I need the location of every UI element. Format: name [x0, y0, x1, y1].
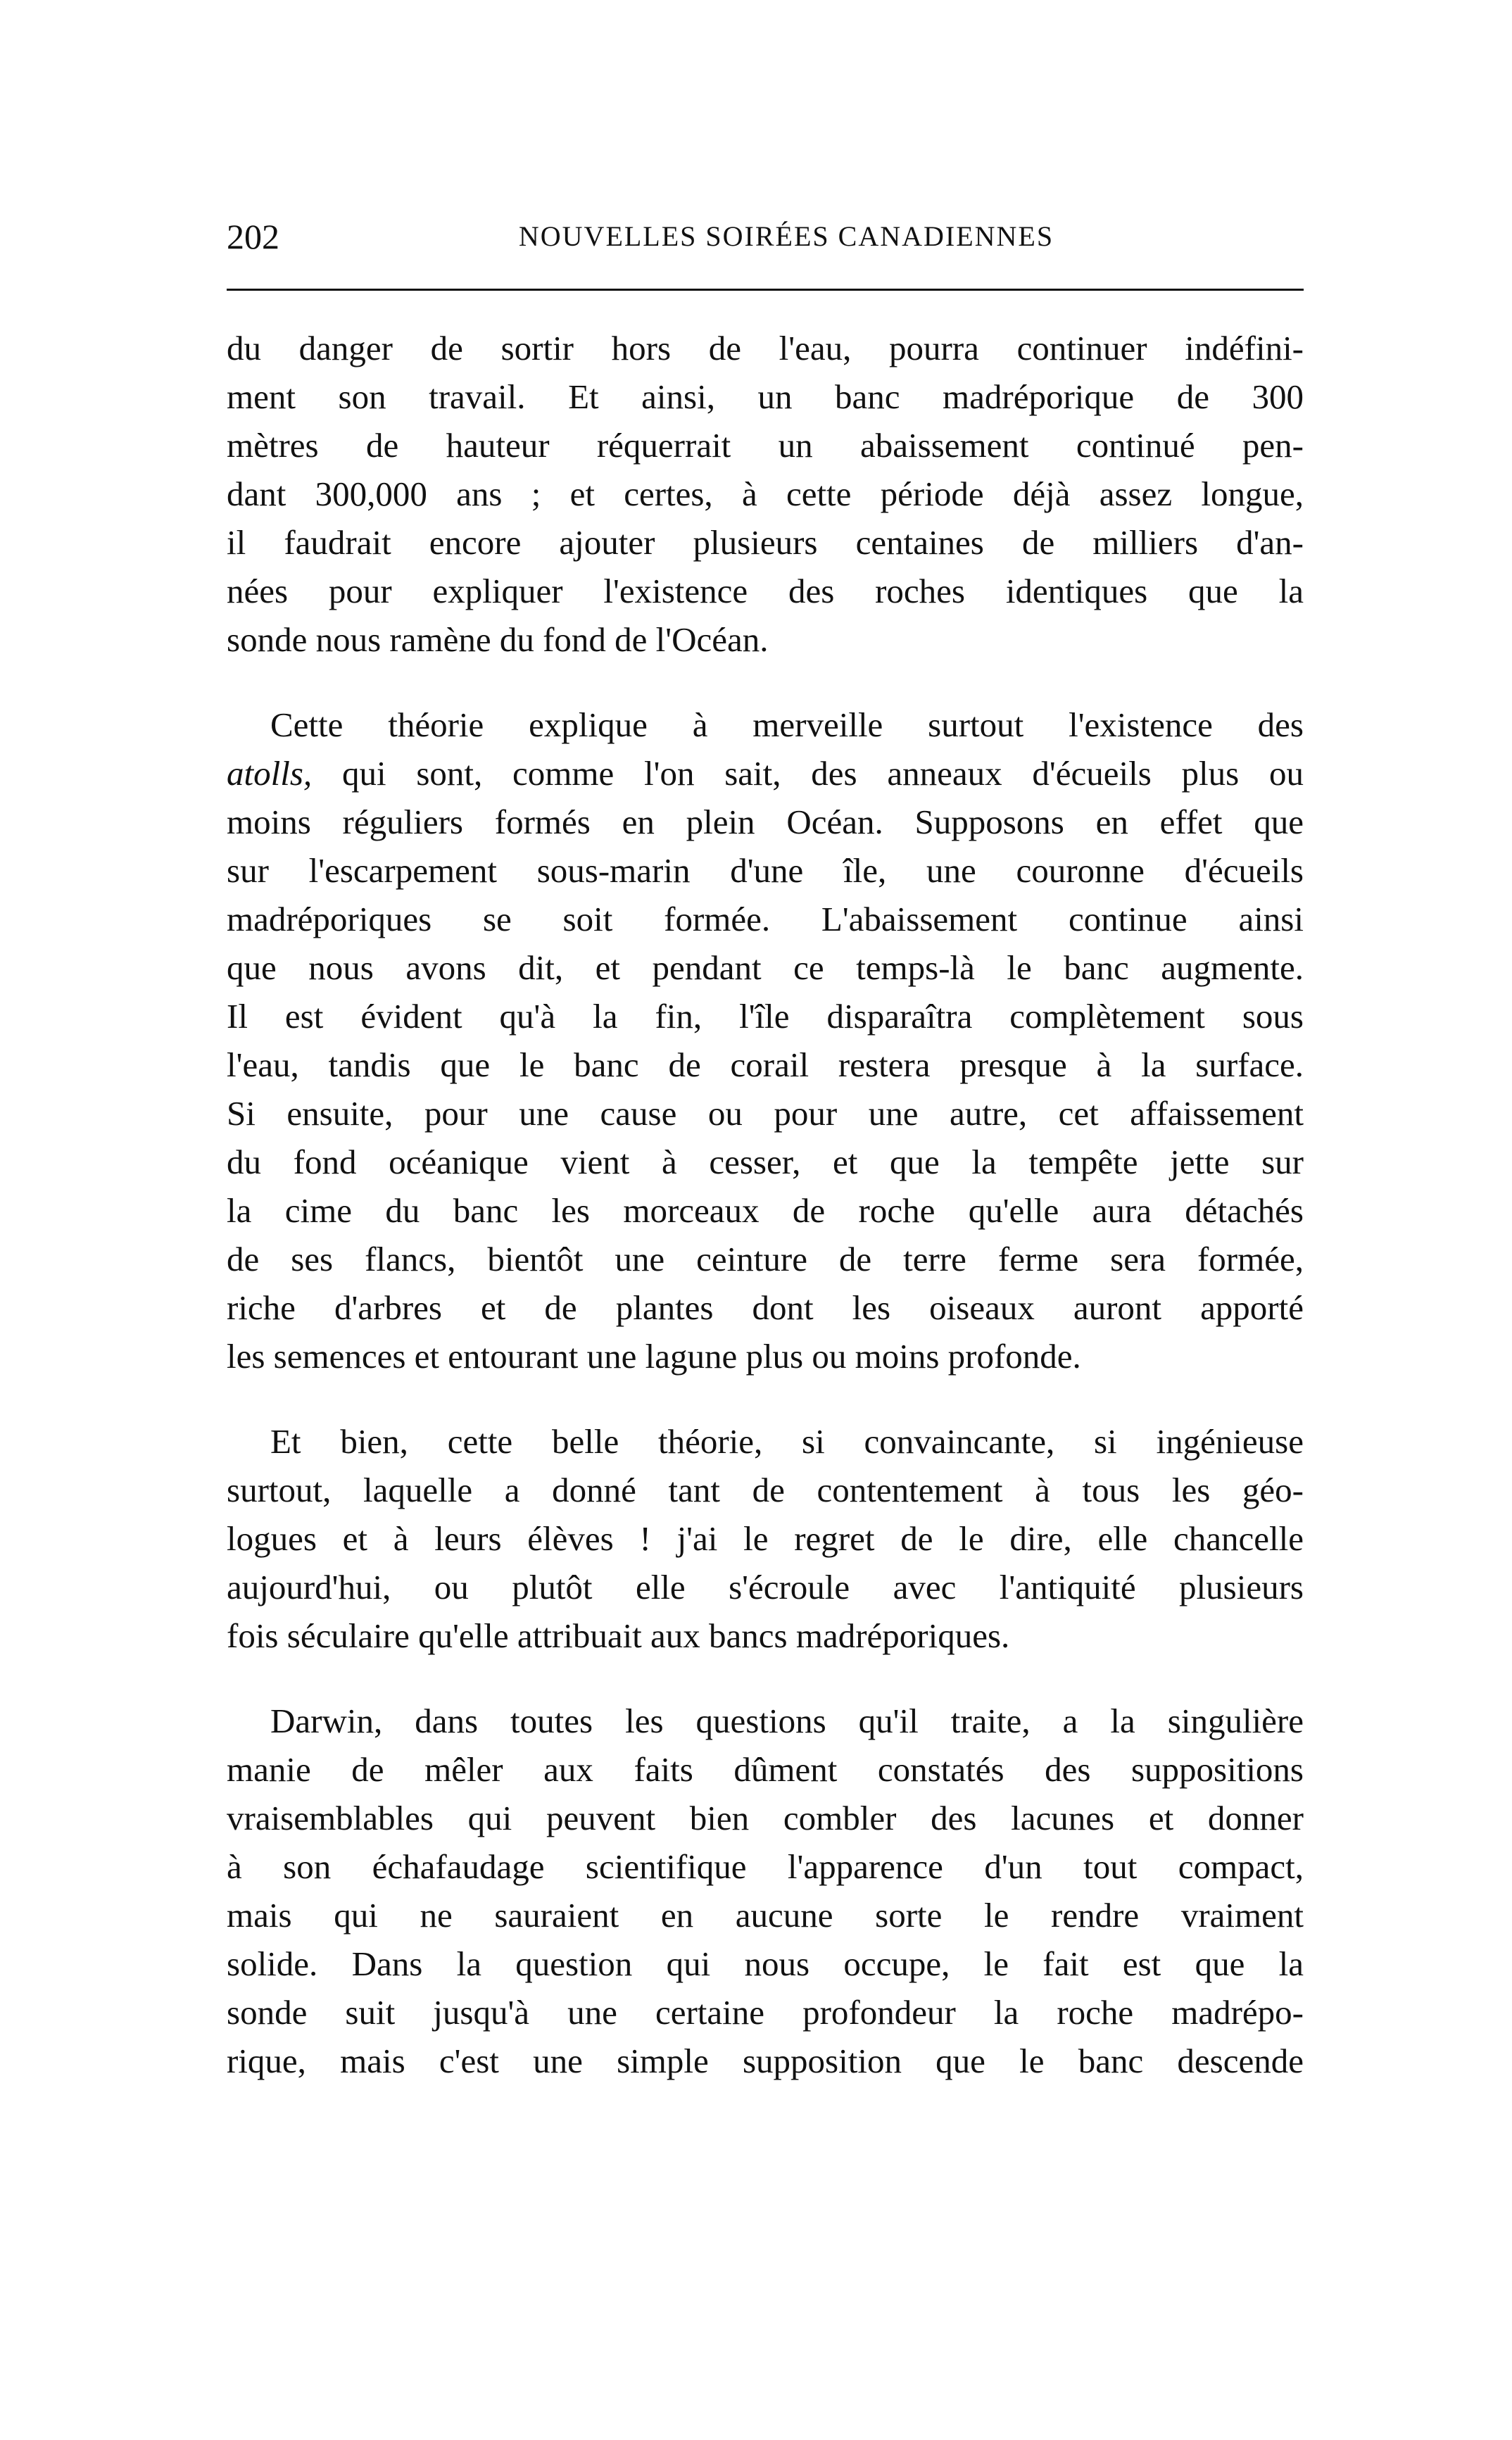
text-line: que nous avons dit, et pendant ce temps-là le banc augmente. — [227, 948, 1304, 987]
italic-term: atolls, — [227, 754, 313, 793]
text-line: moins réguliers formés en plein Océan. Supposons en effet que — [227, 803, 1304, 841]
text-line: sonde suit jusqu'à une certaine profondeur la roche madrépo- — [227, 1993, 1304, 2032]
text-line: nées pour expliquer l'existence des roches identiques que la — [227, 572, 1304, 610]
text-line: sur l'escarpement sous-marin d'une île, une couronne d'écueils — [227, 851, 1304, 890]
text-line: manie de mêler aux faits dûment constatés des suppositions — [227, 1750, 1304, 1789]
text-line: il faudrait encore ajouter plusieurs centaines de milliers d'an- — [227, 523, 1304, 562]
text-line: riche d'arbres et de plantes dont les oiseaux auront apporté — [227, 1288, 1304, 1327]
text-line: logues et à leurs élèves ! j'ai le regret de le dire, elle chancelle — [227, 1519, 1304, 1558]
text-line: solide. Dans la question qui nous occupe, le fait est que la — [227, 1944, 1304, 1983]
text-line: rique, mais c'est une simple supposition que le banc descende — [227, 2042, 1304, 2080]
text-line: Il est évident qu'à la fin, l'île disparaîtra complètement sous — [227, 997, 1304, 1036]
text-line: du danger de sortir hors de l'eau, pourra continuer indéfini- — [227, 329, 1304, 367]
page-header — [227, 208, 1304, 265]
text-line: l'eau, tandis que le banc de corail restera presque à la surface. — [227, 1045, 1304, 1084]
text-line: vraisemblables qui peuvent bien combler des lacunes et donner — [227, 1799, 1304, 1837]
text-fragment: qui sont, comme l'on sait, des anneaux d'écueils plus ou — [312, 754, 1304, 793]
text-line: de ses flancs, bientôt une ceinture de terre ferme sera formée, — [227, 1240, 1304, 1278]
running-title: NOUVELLES SOIRÉES CANADIENNES — [518, 220, 1054, 252]
text-line: Darwin, dans toutes les questions qu'il traite, a la singulière — [270, 1702, 1304, 1740]
text-line: surtout, laquelle a donné tant de contentement à tous les géo- — [227, 1471, 1304, 1509]
text-line: mètres de hauteur réquerrait un abaissement continué pen- — [227, 426, 1304, 465]
text-line: sonde nous ramène du fond de l'Océan. — [227, 620, 769, 659]
text-line: dant 300,000 ans ; et certes, à cette période déjà assez longue, — [227, 474, 1304, 513]
text-line: madréporiques se soit formée. L'abaissement continue ainsi — [227, 900, 1304, 938]
text-line: la cime du banc les morceaux de roche qu'elle aura détachés — [227, 1191, 1304, 1230]
paragraph-2 — [227, 700, 1304, 1381]
text-line: à son échafaudage scientifique l'apparence d'un tout compact, — [227, 1847, 1304, 1886]
page-number: 202 — [227, 217, 279, 256]
text-line — [227, 749, 1304, 798]
text-line: Et bien, cette belle théorie, si convaincante, si ingénieuse — [270, 1422, 1304, 1461]
text-line: Si ensuite, pour une cause ou pour une autre, cet affaissement — [227, 1094, 1304, 1133]
header-rule — [227, 289, 1304, 291]
text-line: du fond océanique vient à cesser, et que la tempête jette sur — [227, 1143, 1304, 1181]
body-text — [227, 324, 1304, 2085]
text-line: mais qui ne sauraient en aucune sorte le rendre vraiment — [227, 1896, 1304, 1935]
paragraph-1 — [227, 324, 1304, 664]
text-line: aujourd'hui, ou plutôt elle s'écroule avec l'antiquité plusieurs — [227, 1568, 1304, 1606]
text-line: fois séculaire qu'elle attribuait aux bancs madréporiques. — [227, 1616, 1010, 1655]
text-line: ment son travail. Et ainsi, un banc madréporique de 300 — [227, 377, 1304, 416]
paragraph-3 — [227, 1417, 1304, 1660]
text-line: les semences et entourant une lagune plus ou moins profonde. — [227, 1337, 1081, 1376]
text-line: Cette théorie explique à merveille surtout l'existence des — [270, 705, 1304, 744]
paragraph-4 — [227, 1697, 1304, 2085]
